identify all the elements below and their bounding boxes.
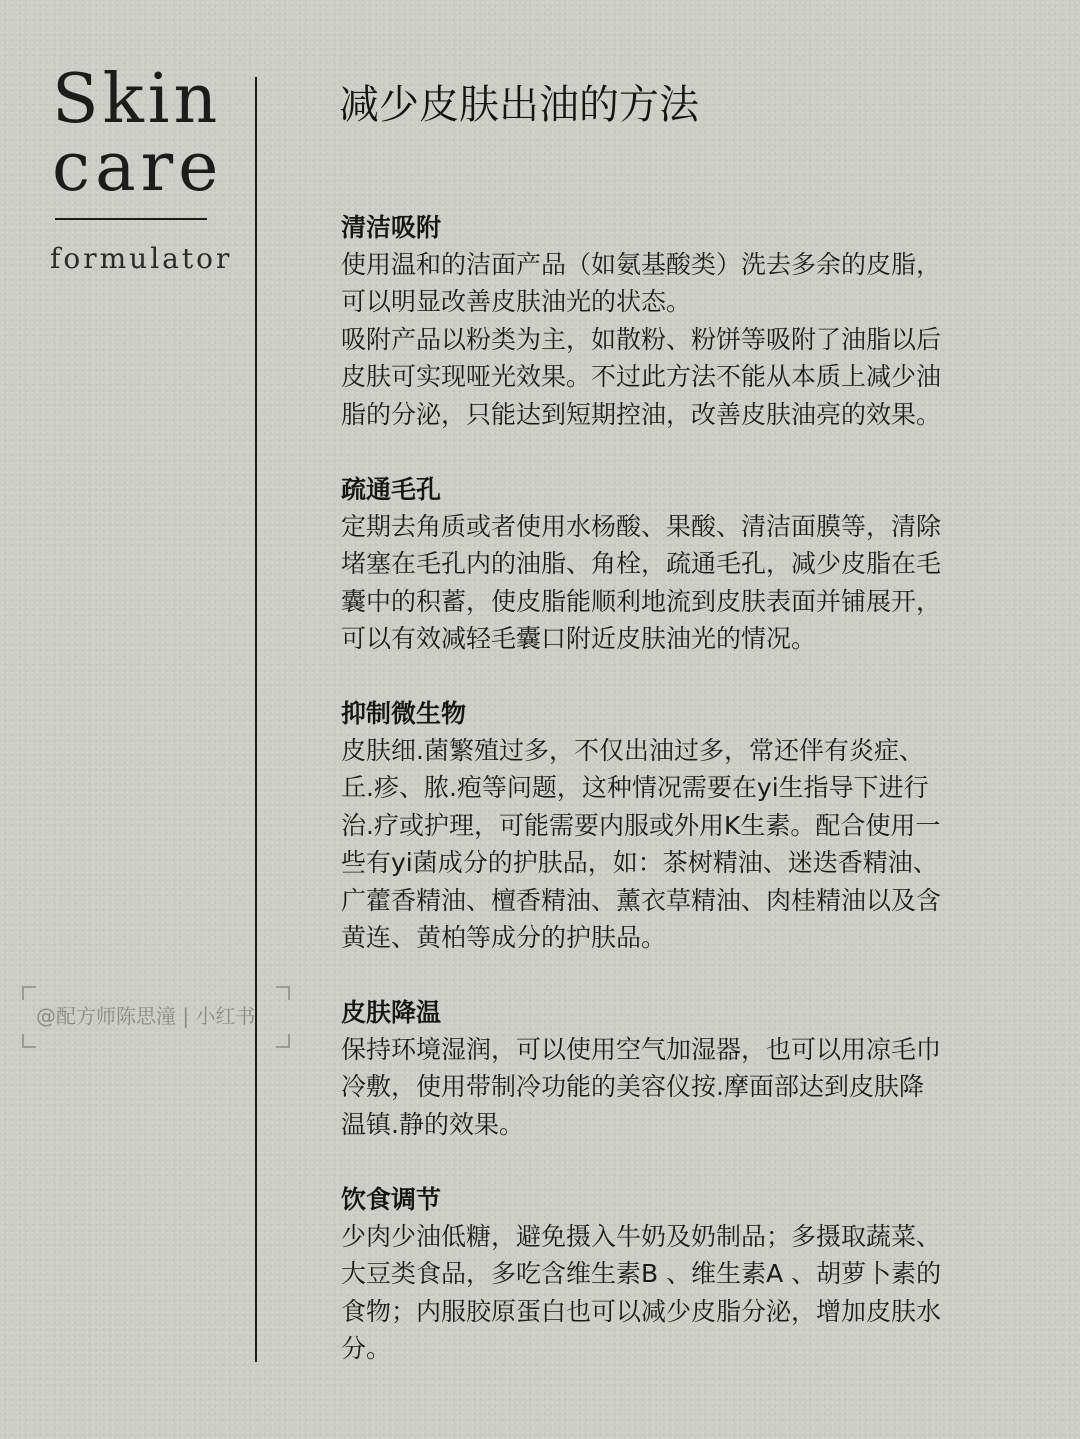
- brand-logo-line2: care: [52, 128, 224, 207]
- body-line: 丘.疹、脓.疱等问题，这种情况需要在yi生指导下进行: [341, 773, 929, 803]
- body-line: 脂的分泌，只能达到短期控油，改善皮肤油亮的效果。: [341, 399, 942, 429]
- body-line: 温镇.静的效果。: [341, 1109, 524, 1139]
- section-unclog-pores: [341, 471, 1021, 658]
- section-body: [341, 508, 1021, 658]
- section-microbes: [341, 695, 1021, 956]
- watermark-corner-icon: [276, 986, 290, 1000]
- body-line: 些有yi菌成分的护肤品，如：茶树精油、迷迭香精油、: [341, 848, 938, 878]
- brand-subtitle: formulator: [50, 242, 233, 275]
- section-cooling: [341, 994, 1021, 1143]
- watermark-corner-icon: [22, 1034, 36, 1048]
- body-line: 囊中的积蓄，使皮脂能顺利地流到皮肤表面并铺展开，: [341, 586, 942, 616]
- body-line: 分。: [341, 1334, 392, 1364]
- body-line: 定期去角质或者使用水杨酸、果酸、清洁面膜等，清除: [341, 512, 942, 541]
- body-line: 保持环境湿润，可以使用空气加湿器，也可以用凉毛巾: [341, 1035, 942, 1064]
- brand-logo-line1: Skin: [52, 60, 222, 139]
- body-line: 黄连、黄柏等成分的护肤品。: [341, 923, 667, 953]
- body-line: 治.疗或护理，可能需要内服或外用K生素。配合使用一: [341, 810, 941, 840]
- watermark-corner-icon: [276, 1034, 290, 1048]
- vertical-divider: [255, 77, 257, 1362]
- body-line: 可以有效减轻毛囊口附近皮肤油光的情况。: [341, 624, 817, 654]
- section-heading: 疏通毛孔: [341, 475, 442, 504]
- section-heading: 抑制微生物: [341, 699, 467, 728]
- body-line: 广藿香精油、檀香精油、薰衣草精油、肉桂精油以及含: [341, 885, 942, 915]
- section-body: [341, 1218, 1021, 1368]
- body-line: 堵塞在毛孔内的油脂、角栓，疏通毛孔，减少皮脂在毛: [341, 549, 942, 579]
- body-line: 食物；内服胶原蛋白也可以减少皮脂分泌，增加皮肤水: [341, 1296, 942, 1326]
- section-heading: 清洁吸附: [341, 213, 442, 242]
- body-line: 少肉少油低糖，避免摄入牛奶及奶制品；多摄取蔬菜、: [341, 1222, 942, 1251]
- section-body: [341, 1031, 1021, 1143]
- body-line: 吸附产品以粉类为主，如散粉、粉饼等吸附了油脂以后: [341, 324, 942, 354]
- watermark: [22, 986, 290, 1048]
- watermark-corner-icon: [22, 986, 36, 1000]
- body-line: 冷敷，使用带制冷功能的美容仪按.摩面部达到皮肤降: [341, 1072, 924, 1102]
- section-body: [341, 732, 1021, 956]
- section-body: [341, 246, 1021, 433]
- body-line: 可以明显改善皮肤油光的状态。: [341, 287, 692, 317]
- body-line: 使用温和的洁面产品（如氨基酸类）洗去多余的皮脂，: [341, 250, 942, 279]
- section-cleansing: [341, 209, 1021, 433]
- brand-divider: [55, 218, 207, 220]
- section-diet: [341, 1181, 1021, 1368]
- page-title: 减少皮肤出油的方法: [339, 82, 699, 128]
- body-line: 皮肤细.菌繁殖过多，不仅出油过多，常还伴有炎症、: [341, 736, 924, 765]
- body-line: 皮肤可实现哑光效果。不过此方法不能从本质上减少油: [341, 362, 942, 392]
- watermark-text: @配方师陈思潼 | 小红书: [36, 1004, 256, 1028]
- section-heading: 皮肤降温: [341, 998, 442, 1027]
- body-line: 大豆类食品，多吃含维生素B 、维生素A 、胡萝卜素的: [341, 1259, 942, 1289]
- section-heading: 饮食调节: [341, 1185, 442, 1214]
